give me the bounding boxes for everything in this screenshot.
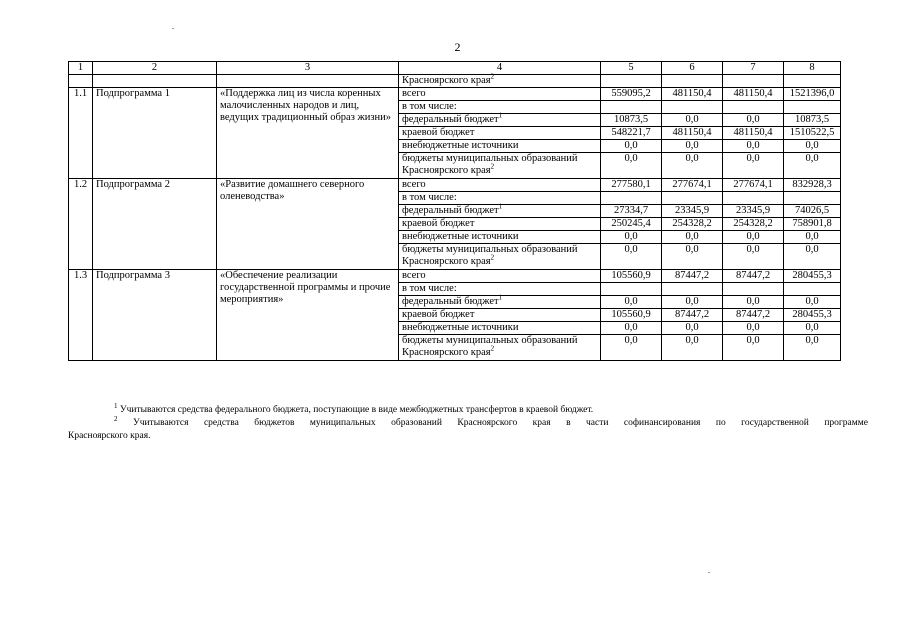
amount-cell: 0,0	[662, 153, 723, 179]
amount-cell: 0,0	[601, 244, 662, 270]
amount-cell: 0,0	[784, 296, 841, 309]
header-col-1: 1	[69, 62, 93, 75]
subprogram-name: Подпрограмма 3	[93, 270, 217, 361]
funding-source-label: краевой бюджет	[399, 127, 601, 140]
amount-cell	[723, 101, 784, 114]
amount-cell: 0,0	[723, 322, 784, 335]
table-row	[69, 88, 841, 101]
amount-cell: 0,0	[723, 244, 784, 270]
header-col-8: 8	[784, 62, 841, 75]
funding-table	[68, 61, 841, 361]
table-row	[69, 270, 841, 283]
continuation-label: Красноярского края$^2$	[399, 75, 601, 88]
funding-source-label: в том числе:	[399, 283, 601, 296]
amount-cell: 0,0	[723, 153, 784, 179]
section-number: 1.1	[69, 88, 93, 179]
amount-cell: 0,0	[662, 231, 723, 244]
amount-cell: 87447,2	[723, 270, 784, 283]
amount-cell: 0,0	[601, 140, 662, 153]
amount-cell: 0,0	[723, 140, 784, 153]
section-number: 1.3	[69, 270, 93, 361]
amount-cell: 0,0	[784, 153, 841, 179]
amount-cell: 277674,1	[662, 179, 723, 192]
footnotes	[68, 401, 869, 443]
header-col-6: 6	[662, 62, 723, 75]
amount-cell: 10873,5	[601, 114, 662, 127]
amount-cell: 559095,2	[601, 88, 662, 101]
footnote-2-continued: Красноярского края.	[68, 431, 151, 441]
funding-source-label: краевой бюджет	[399, 218, 601, 231]
amount-cell: 87447,2	[723, 309, 784, 322]
funding-source-label: федеральный бюджет$^1$	[399, 205, 601, 218]
footnote-mark: 1	[498, 293, 503, 302]
amount-cell	[723, 192, 784, 205]
footnote-mark: 1	[498, 111, 503, 120]
amount-cell: 0,0	[601, 231, 662, 244]
section-number: 1.2	[69, 179, 93, 270]
funding-source-label: в том числе:	[399, 101, 601, 114]
amount-cell: 0,0	[784, 322, 841, 335]
scan-artifact	[708, 572, 710, 573]
amount-cell: 0,0	[723, 335, 784, 361]
amount-cell	[601, 283, 662, 296]
amount-cell: 1521396,0	[784, 88, 841, 101]
header-col-7: 7	[723, 62, 784, 75]
amount-cell: 105560,9	[601, 270, 662, 283]
amount-cell: 0,0	[723, 114, 784, 127]
amount-cell: 481150,4	[662, 127, 723, 140]
continuation-row	[69, 75, 841, 88]
amount-cell: 280455,3	[784, 309, 841, 322]
amount-cell: 87447,2	[662, 309, 723, 322]
funding-source-label: всего	[399, 88, 601, 101]
subprogram-title: «Поддержка лиц из числа коренных малочисленных народов и лиц, ведущих традиционный образ жизни»	[217, 88, 399, 179]
amount-cell: 254328,2	[723, 218, 784, 231]
header-col-4: 4	[399, 62, 601, 75]
funding-source-label: бюджеты муниципальных образований Красноярского края$^2$	[399, 335, 601, 361]
amount-cell	[662, 101, 723, 114]
scan-artifact	[172, 28, 174, 29]
amount-cell: 0,0	[662, 322, 723, 335]
footnote-mark: 1	[498, 202, 503, 211]
amount-cell	[601, 192, 662, 205]
header-row	[69, 62, 841, 75]
amount-cell: 758901,8	[784, 218, 841, 231]
amount-cell: 832928,3	[784, 179, 841, 192]
amount-cell: 0,0	[784, 231, 841, 244]
header-col-3: 3	[217, 62, 399, 75]
amount-cell: 548221,7	[601, 127, 662, 140]
amount-cell: 87447,2	[662, 270, 723, 283]
footnote-mark: 2	[490, 253, 495, 262]
funding-source-label: всего	[399, 270, 601, 283]
amount-cell: 10873,5	[784, 114, 841, 127]
funding-source-label: федеральный бюджет$^1$	[399, 114, 601, 127]
amount-cell: 254328,2	[662, 218, 723, 231]
amount-cell	[723, 283, 784, 296]
amount-cell: 0,0	[601, 322, 662, 335]
amount-cell	[784, 283, 841, 296]
amount-cell	[784, 192, 841, 205]
subprogram-name: Подпрограмма 2	[93, 179, 217, 270]
header-col-2: 2	[93, 62, 217, 75]
amount-cell: 23345,9	[723, 205, 784, 218]
footnote-1: $^1$ Учитываются средства федерального бюджета, поступающие в виде межбюджетных трансфертов в краевой бюджет.	[114, 401, 594, 415]
amount-cell: 280455,3	[784, 270, 841, 283]
subprogram-title: «Обеспечение реализации государственной программы и прочие мероприятия»	[217, 270, 399, 361]
amount-cell: 0,0	[662, 296, 723, 309]
amount-cell: 0,0	[784, 140, 841, 153]
amount-cell: 0,0	[662, 335, 723, 361]
amount-cell	[601, 101, 662, 114]
amount-cell: 481150,4	[723, 88, 784, 101]
amount-cell: 0,0	[662, 244, 723, 270]
funding-source-label: внебюджетные источники	[399, 322, 601, 335]
amount-cell: 481150,4	[662, 88, 723, 101]
amount-cell: 0,0	[723, 296, 784, 309]
amount-cell: 1510522,5	[784, 127, 841, 140]
footnote-mark: 2	[490, 344, 495, 353]
funding-source-label: всего	[399, 179, 601, 192]
amount-cell: 105560,9	[601, 309, 662, 322]
funding-source-label: краевой бюджет	[399, 309, 601, 322]
amount-cell: 0,0	[662, 114, 723, 127]
amount-cell: 0,0	[662, 140, 723, 153]
amount-cell: 0,0	[784, 244, 841, 270]
funding-source-label: внебюджетные источники	[399, 231, 601, 244]
footnote-2: $^2$ Учитываются средства бюджетов муниципальных образований Красноярского края в части софинансирования по государственной программе	[114, 414, 869, 428]
amount-cell: 27334,7	[601, 205, 662, 218]
footnote-mark: 2	[490, 162, 495, 171]
subprogram-title: «Развитие домашнего северного оленеводства»	[217, 179, 399, 270]
funding-source-label: в том числе:	[399, 192, 601, 205]
funding-source-label: бюджеты муниципальных образований Красноярского края$^2$	[399, 153, 601, 179]
funding-source-label: внебюджетные источники	[399, 140, 601, 153]
funding-source-label: бюджеты муниципальных образований Красноярского края$^2$	[399, 244, 601, 270]
amount-cell: 250245,4	[601, 218, 662, 231]
amount-cell	[662, 192, 723, 205]
amount-cell: 481150,4	[723, 127, 784, 140]
amount-cell: 0,0	[601, 335, 662, 361]
subprogram-name: Подпрограмма 1	[93, 88, 217, 179]
funding-source-label: федеральный бюджет$^1$	[399, 296, 601, 309]
amount-cell	[662, 283, 723, 296]
table-row	[69, 179, 841, 192]
amount-cell: 0,0	[601, 296, 662, 309]
amount-cell: 23345,9	[662, 205, 723, 218]
amount-cell: 277674,1	[723, 179, 784, 192]
amount-cell: 0,0	[784, 335, 841, 361]
amount-cell: 277580,1	[601, 179, 662, 192]
amount-cell	[784, 101, 841, 114]
amount-cell: 0,0	[601, 153, 662, 179]
header-col-5: 5	[601, 62, 662, 75]
page-number: 2	[454, 40, 461, 54]
amount-cell: 74026,5	[784, 205, 841, 218]
amount-cell: 0,0	[723, 231, 784, 244]
